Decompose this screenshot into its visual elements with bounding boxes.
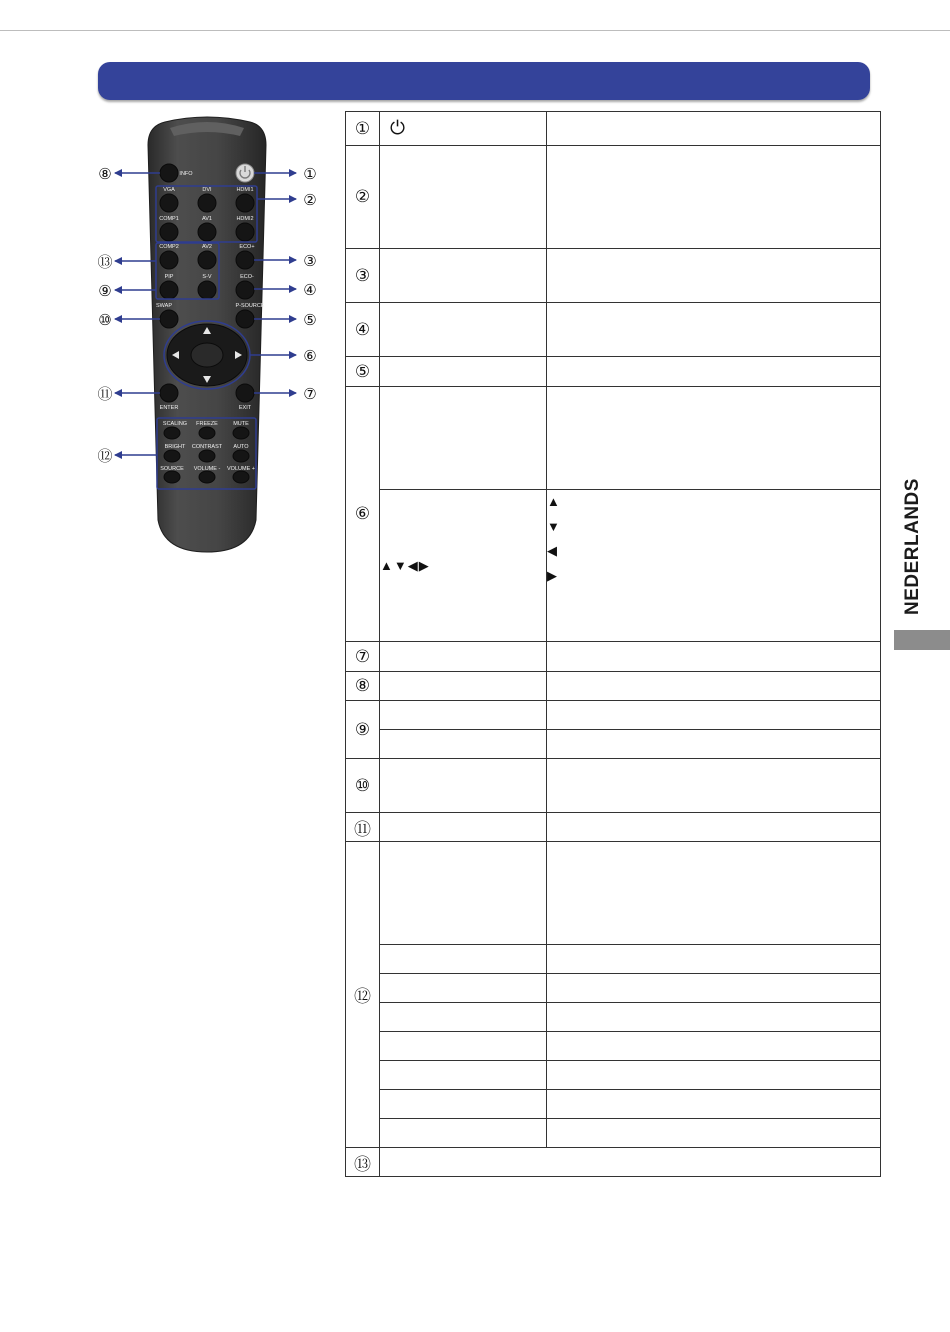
info-label: INFO [179,171,193,177]
callout-12: ⑫ [97,447,113,465]
key-cell [380,974,547,1003]
info-button [160,164,178,182]
callout-3: ③ [303,252,317,270]
row-number: ⑬ [346,1148,380,1177]
hdmi1-button [236,194,254,212]
section-header-bar [98,62,870,100]
arrow-keys-icon: ▲▼◀▶ [380,490,547,642]
callout-1: ① [303,165,317,183]
table-row [346,303,881,357]
description-cell [547,303,881,357]
mute-label: MUTE [233,421,249,427]
description-cell [547,1003,881,1032]
row-number: ⑨ [346,701,380,759]
key-cell [380,759,547,813]
comp2-label: COMP2 [159,244,179,250]
eco-minus-button [236,281,254,299]
mute-button [233,427,249,439]
key-cell [380,303,547,357]
power-symbol-icon: ⏻ [380,112,547,146]
key-cell [380,387,547,490]
key-cell [380,642,547,672]
row-number: ② [346,146,380,249]
arrow-list [547,490,881,642]
hdmi2-label: HDMI2 [236,216,254,222]
description-cell [547,249,881,303]
table-row [346,1119,881,1148]
av2-label: AV2 [202,244,212,250]
remote-function-table [345,111,881,1177]
table-row [346,1003,881,1032]
table-row [346,1032,881,1061]
top-rule [0,30,950,31]
row-number: ⑪ [346,813,380,842]
table-row [346,490,881,642]
description-cell [547,759,881,813]
table-row [346,672,881,701]
row-number: ③ [346,249,380,303]
callout-6: ⑥ [303,347,317,365]
table-row [346,642,881,672]
table-row [346,974,881,1003]
table-row [346,249,881,303]
key-cell [380,842,547,945]
table-row [346,357,881,387]
table-row [346,146,881,249]
eco-plus-label: ECO+ [239,244,255,250]
description-cell [547,701,881,730]
table-row [346,813,881,842]
sv-label: S-V [202,274,212,280]
freeze-button [199,427,215,439]
table-row [346,730,881,759]
callout-2: ② [303,191,317,209]
hdmi2-button [236,223,254,241]
callout-13: ⑬ [97,253,113,271]
dvi-button [198,194,216,212]
remote-control-diagram [90,115,325,560]
description-cell [547,1032,881,1061]
comp1-button [160,223,178,241]
description-cell [547,387,881,490]
auto-button [233,450,249,462]
bright-button [164,450,180,462]
scaling-label: SCALING [162,421,188,427]
row-number: ⑧ [346,672,380,701]
navigation-center [191,343,223,367]
arrow-left-icon: ◀ [547,543,557,558]
callout-5: ⑤ [303,311,317,329]
av1-label: AV1 [202,216,212,222]
auto-label: AUTO [233,444,249,450]
av1-button [198,223,216,241]
freeze-label: FREEZE [196,421,218,427]
source-label: SOURCE [160,466,184,472]
arrow-up-icon: ▲ [547,494,560,509]
volume-plus-button [233,471,249,483]
key-cell [380,357,547,387]
table-row [346,1148,881,1177]
description-cell [380,1148,881,1177]
callout-10: ⑩ [98,311,112,329]
volume-minus-button [199,471,215,483]
description-cell [547,1119,881,1148]
swap-label: SWAP [156,303,172,309]
contrast-label: CONTRAST [191,444,223,450]
key-cell [380,146,547,249]
key-cell [380,701,547,730]
vga-button [160,194,178,212]
table-row [346,387,881,490]
description-cell [547,813,881,842]
key-cell [380,1061,547,1090]
callout-7: ⑦ [303,385,317,403]
volume-minus-label: VOLUME - [193,466,221,472]
bright-label: BRIGHT [164,444,186,450]
comp2-button [160,251,178,269]
row-number: ⑥ [346,387,380,642]
exit-label: EXIT [238,405,252,411]
enter-label: ENTER [159,405,179,411]
table-row [346,701,881,730]
description-cell [547,974,881,1003]
description-cell [547,146,881,249]
av2-button [198,251,216,269]
key-cell [380,945,547,974]
eco-minus-label: ECO- [240,274,254,280]
psource-button [236,310,254,328]
description-cell [547,642,881,672]
callout-8: ⑧ [98,165,112,183]
pip-label: PIP [164,274,174,280]
callout-4: ④ [303,281,317,299]
table-row [346,112,881,146]
sv-button [198,281,216,299]
arrow-right-icon: ▶ [547,567,557,583]
volume-plus-label: VOLUME + [227,466,255,472]
contrast-button [199,450,215,462]
row-number: ⑩ [346,759,380,813]
comp1-label: COMP1 [159,216,179,222]
table-row [346,945,881,974]
hdmi1-label: HDMI1 [236,187,254,193]
key-cell [380,1090,547,1119]
row-number: ⑦ [346,642,380,672]
exit-button [236,384,254,402]
swap-button [160,310,178,328]
callout-9: ⑨ [98,282,112,300]
row-number: ⑤ [346,357,380,387]
language-tab-label: NEDERLANDS [902,478,923,615]
description-cell [547,842,881,945]
key-cell [380,1119,547,1148]
description-cell [547,357,881,387]
enter-button [160,384,178,402]
key-cell [380,672,547,701]
description-cell [547,945,881,974]
table-row [346,842,881,945]
description-cell [547,672,881,701]
key-cell [380,813,547,842]
table-row [346,1090,881,1119]
callout-11: ⑪ [97,385,113,403]
table-row [346,759,881,813]
language-tab-marker [894,630,950,650]
scaling-button [164,427,180,439]
key-cell [380,1003,547,1032]
description-cell [547,1090,881,1119]
row-number: ⑫ [346,842,380,1148]
description-cell [547,1061,881,1090]
key-cell [380,1032,547,1061]
key-cell [380,249,547,303]
dvi-label: DVI [202,187,212,193]
vga-label: VGA [163,187,175,193]
pip-button [160,281,178,299]
description-cell [547,112,881,146]
row-number: ① [346,112,380,146]
arrow-down-icon: ▼ [547,518,560,534]
key-cell [380,730,547,759]
eco-plus-button [236,251,254,269]
psource-label: P-SOURCE [235,303,265,309]
description-cell [547,730,881,759]
table-row [346,1061,881,1090]
row-number: ④ [346,303,380,357]
source-button [164,471,180,483]
